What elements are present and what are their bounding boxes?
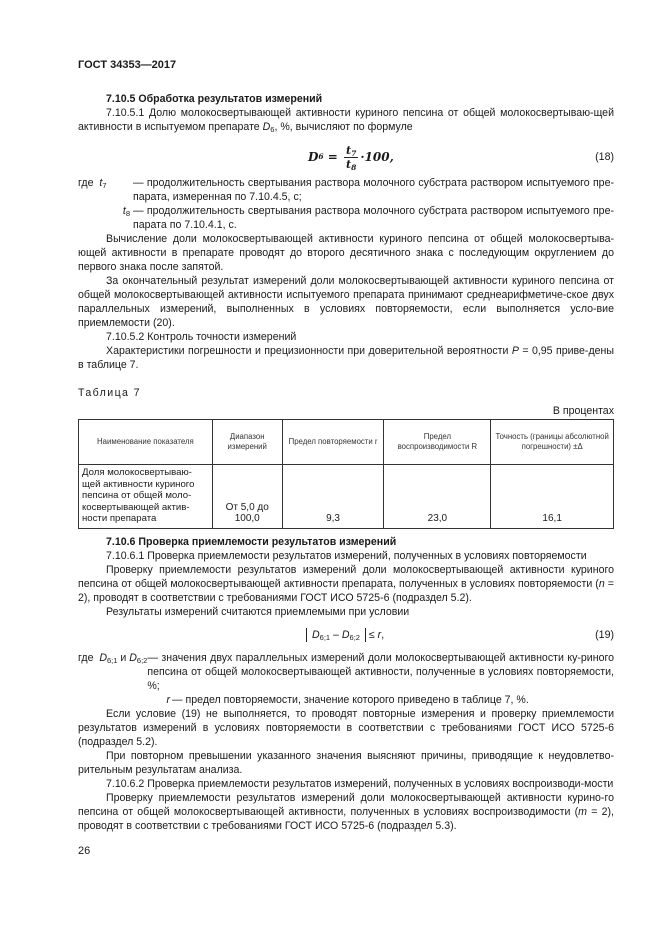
where-lead [78, 693, 172, 707]
subscript: 6;2 [136, 655, 148, 665]
table-unit: В процентах [552, 405, 614, 417]
section-heading-7-10-5: 7.10.5 Обработка результатов измерений [106, 93, 323, 105]
formula-comma: , [381, 628, 385, 641]
subscript: 6;1 [319, 632, 331, 642]
paragraph-7-10-6-2: 7.10.6.2 Проверка приемлемости результатов измерений, полученных в условиях воспроизводи-мости [106, 777, 614, 790]
text-run: = 0,95 приве-дены в таблице 7. [78, 345, 614, 371]
symbol-d62: D [341, 628, 350, 641]
paragraph-7-10-5-1 [78, 106, 614, 134]
cell-accuracy: 16,1 [491, 465, 614, 529]
paragraph-reproducibility-check [78, 791, 614, 833]
numerator-symbol: t [346, 143, 352, 157]
subscript: 8 [125, 209, 130, 218]
cell-reproducibility: 23,0 [384, 465, 491, 529]
table-row [79, 465, 614, 529]
where-lead [78, 176, 133, 204]
doc-header: ГОСТ 34353—2017 [78, 59, 177, 71]
symbol-d6: D [262, 121, 271, 133]
paragraph-repeatability-check [78, 563, 614, 605]
paragraph-7-10-6-1: 7.10.6.1 Проверка приемлемости результатов измерений, полученных в условиях повторяемости [106, 549, 587, 562]
denominator-symbol: t [346, 157, 352, 171]
paragraph-rounding: Вычисление доли молокосвертывающей активности куриного пепсина от общей молокосвертыва-ющей активности в препарате проводят до второго десятичного знака с последующим округлением до первого знака после запятой. [78, 233, 614, 273]
symbol-p: P [511, 345, 519, 357]
absolute-value [306, 628, 366, 642]
table-7 [78, 419, 614, 529]
column-header-name: Наименование показателя [79, 420, 213, 465]
equation-number-19: (19) [595, 628, 614, 641]
formula-lhs: D [308, 150, 319, 164]
column-header-range: Диапазон измерений [212, 420, 282, 465]
where-t8 [78, 204, 614, 232]
symbol-n: n [598, 577, 605, 590]
table-caption: Таблица 7 [78, 387, 141, 399]
cell-indicator-name: Доля молокосвертываю-щей активности куриного пепсина от общей моло-косвертывающей актив-ности препарата [79, 465, 213, 529]
le-sign: ≤ [365, 628, 378, 641]
definition-r: — предел повторяемости, значение которого приведено в таблице 7, %. [172, 693, 529, 706]
formula-fraction [344, 144, 358, 171]
subscript: 6;2 [349, 632, 360, 642]
column-header-accuracy: Точность (границы абсолютной погрешности) ±Δ [491, 420, 614, 465]
subscript: 6 [270, 125, 275, 134]
page-content [78, 88, 614, 833]
cell-range: От 5,0 до 100,0 [212, 465, 282, 529]
column-header-repeatability: Предел повторяемости r [282, 420, 384, 465]
paragraph-condition-fail: Если условие (19) не выполняется, то проводят повторные измерения и проверку приемлемости результатов измерений в условиях повторяемости в соответствии с требованиями ГОСТ ИСО 5725-6 (подраздел 5.2). [78, 707, 614, 748]
conjunction: и [117, 651, 130, 664]
numerator-sub: 7 [351, 148, 357, 158]
symbol-r: r [166, 693, 170, 706]
fraction-numerator [344, 144, 358, 158]
symbol-d62: D [129, 651, 137, 664]
definition-d6: — значения двух параллельных измерений доли молокосвертывающей активности ку-риного пепсина от общей молокосвертывающей активности, полученные в условиях повторяемости, %; [147, 651, 614, 692]
formula-18: D 6 = $\frac{t_7}{t_8}$ ·100, [308, 143, 394, 172]
symbol-d61: D [99, 651, 108, 664]
definition-t8: — продолжительность свертывания раствора молочного субстрата раствором испытуемого пре-парата по 7.10.4.1, с. [133, 205, 614, 231]
table-header-row [79, 420, 614, 465]
definition-t7: — продолжительность свертывания раствора молочного субстрата раствором испытуемого пре-парата, измеренная по 7.10.4.5, с; [133, 177, 614, 203]
where-word: где [78, 651, 94, 664]
symbol-m: m [578, 805, 587, 818]
paragraph-repeated-exceed: При повторном превышении указанного значения выясняют причины, приводящие к неудовлетво-рительным результатам анализа. [78, 749, 614, 776]
cell-repeatability: 9,3 [282, 465, 384, 529]
text-run: = 2), проводят в соответствии с требованиями ГОСТ ИСО 5725-6 (подраздел 5.3). [78, 805, 614, 832]
formula-tail: ·100, [360, 150, 394, 164]
symbol-t7: t [99, 177, 103, 189]
subscript: 6;1 [107, 655, 118, 665]
text-run: Характеристики погрешности и прецизионности при доверительной вероятности [106, 345, 512, 357]
paragraph-acceptance-condition: Результаты измерений считаются приемлемыми при условии [106, 605, 410, 618]
where-word: где [78, 177, 94, 189]
text-run: = 2), проводят в соответствии с требованиями ГОСТ ИСО 5725-6 (подраздел 5.2). [78, 577, 614, 604]
text-run: Проверку приемлемости результатов измерений доли молокосвертывающей активности куриного пепсина от общей молокосвертывающей активности препарата, полученных в условиях повторяемости ( [78, 563, 614, 590]
text-run: 7.10.5.1 Долю молокосвертывающей активности куриного пепсина от общей молокосвертываю-щей активности в испытуемом препарате [78, 107, 614, 133]
subscript: 7 [102, 181, 107, 190]
text-run: , %, вычисляют по формуле [274, 121, 413, 133]
paragraph-7-10-5-2: 7.10.5.2 Контроль точности измерений [106, 331, 297, 343]
paragraph-characteristics [78, 344, 614, 372]
column-header-reproducibility: Предел воспроизводимости R [384, 420, 491, 465]
formula-equals: = [323, 150, 343, 164]
denominator-sub: 8 [351, 162, 357, 172]
symbol-r: r [377, 628, 382, 641]
formula-19 [306, 628, 384, 642]
symbol-t8: t [122, 205, 126, 217]
paragraph-final-result: За окончательный результат измерений доли молокосвертывающей активности куриного пепсина от общей молокосвертывающей активности испытуемого препарата принимают среднеарифметиче-ское двух параллельных измерений, выполненных в условиях повторяемости, если выполняется усло-вие приемлемости (20). [78, 275, 614, 329]
formula-18-row [78, 140, 614, 174]
section-heading-7-10-6: 7.10.6 Проверка приемлемости результатов измерений [106, 535, 397, 548]
where-lead [78, 651, 147, 693]
where-d6 [78, 651, 614, 693]
where-t7 [78, 176, 614, 204]
symbol-d61: D [312, 628, 320, 641]
equation-number-18: (18) [595, 151, 614, 163]
formula-19-row [78, 623, 614, 647]
minus-sign: – [330, 628, 342, 641]
where-lead [78, 204, 133, 232]
page-number: 26 [78, 845, 91, 857]
fraction-denominator [346, 158, 356, 171]
text-run: Проверку приемлемости результатов измерений доли молокосвертывающей активности курино-го пепсина от общей молокосвертывающей активности, полученных в условиях воспроизводимости ( [78, 791, 614, 818]
where-r [78, 693, 614, 707]
